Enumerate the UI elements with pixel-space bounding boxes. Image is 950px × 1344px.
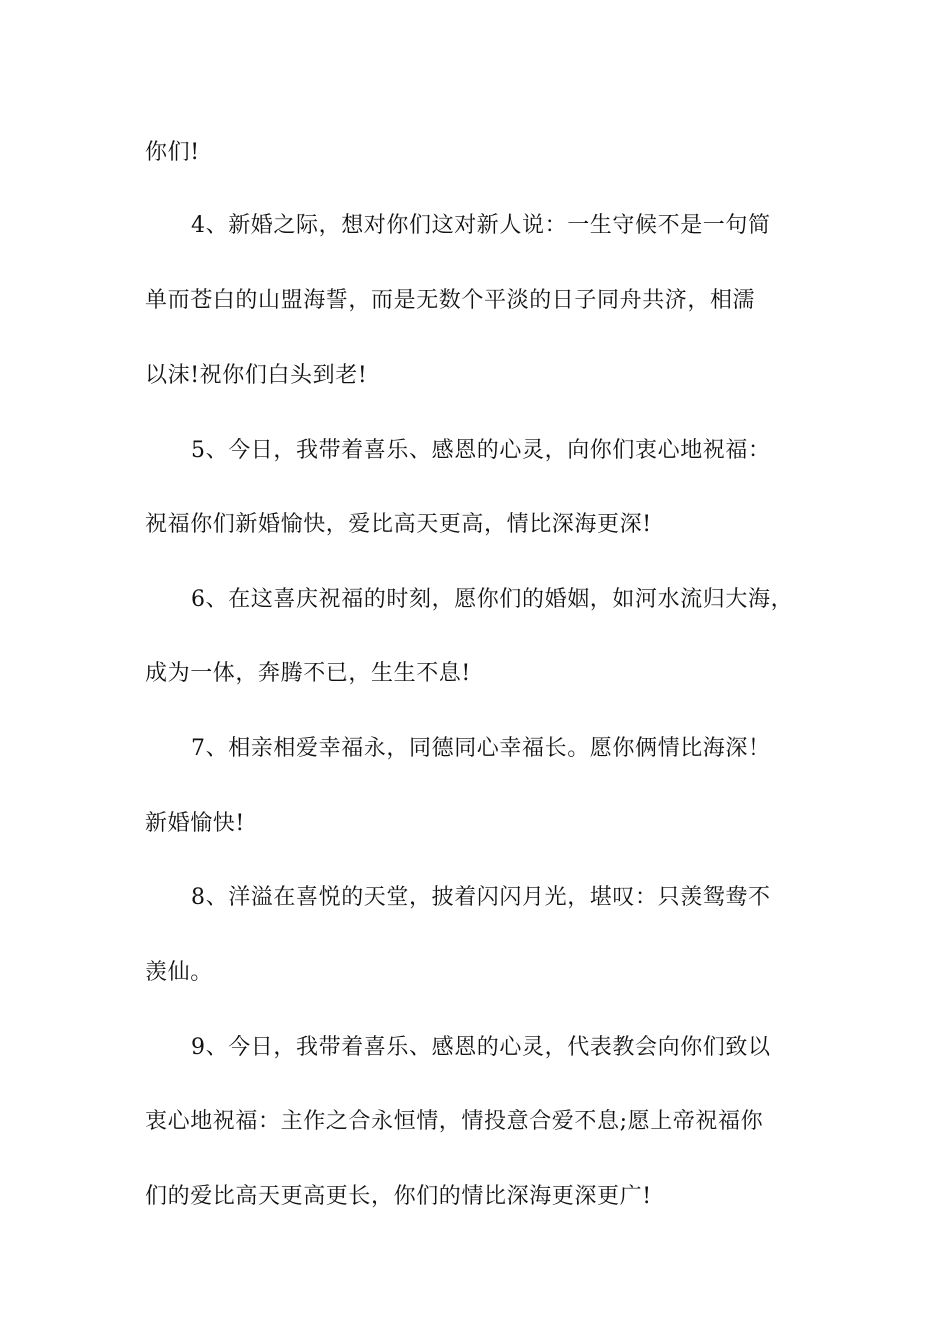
text-line: 新婚愉快! — [145, 811, 245, 836]
text-line: 7、相亲相爱幸福永，同德同心幸福长。愿你俩情比海深！ — [191, 736, 771, 761]
text-line: 4、新婚之际，想对你们这对新人说：一生守候不是一句简 — [191, 213, 771, 238]
text-line: 祝福你们新婚愉快，爱比高天更高，情比深海更深! — [145, 512, 652, 537]
text-line: 们的爱比高天更高更长，你们的情比深海更深更广! — [145, 1184, 652, 1209]
text-line: 羡仙。 — [145, 960, 213, 985]
text-line: 6、在这喜庆祝福的时刻，愿你们的婚姻，如河水流归大海， — [191, 587, 794, 612]
text-line: 8、洋溢在喜悦的天堂，披着闪闪月光，堪叹：只羡鸳鸯不 — [191, 885, 771, 910]
text-line: 衷心地祝福：主作之合永恒情，情投意合爱不息;愿上帝祝福你 — [145, 1109, 764, 1134]
text-line: 5、今日，我带着喜乐、感恩的心灵，向你们衷心地祝福： — [191, 438, 771, 463]
text-line: 以沫!祝你们白头到老! — [145, 363, 368, 388]
text-line: 你们! — [145, 140, 200, 165]
text-line: 9、今日，我带着喜乐、感恩的心灵，代表教会向你们致以 — [191, 1035, 771, 1060]
text-line: 成为一体，奔腾不已，生生不息! — [145, 661, 471, 686]
text-line: 单而苍白的山盟海誓，而是无数个平淡的日子同舟共济，相濡 — [145, 288, 756, 313]
